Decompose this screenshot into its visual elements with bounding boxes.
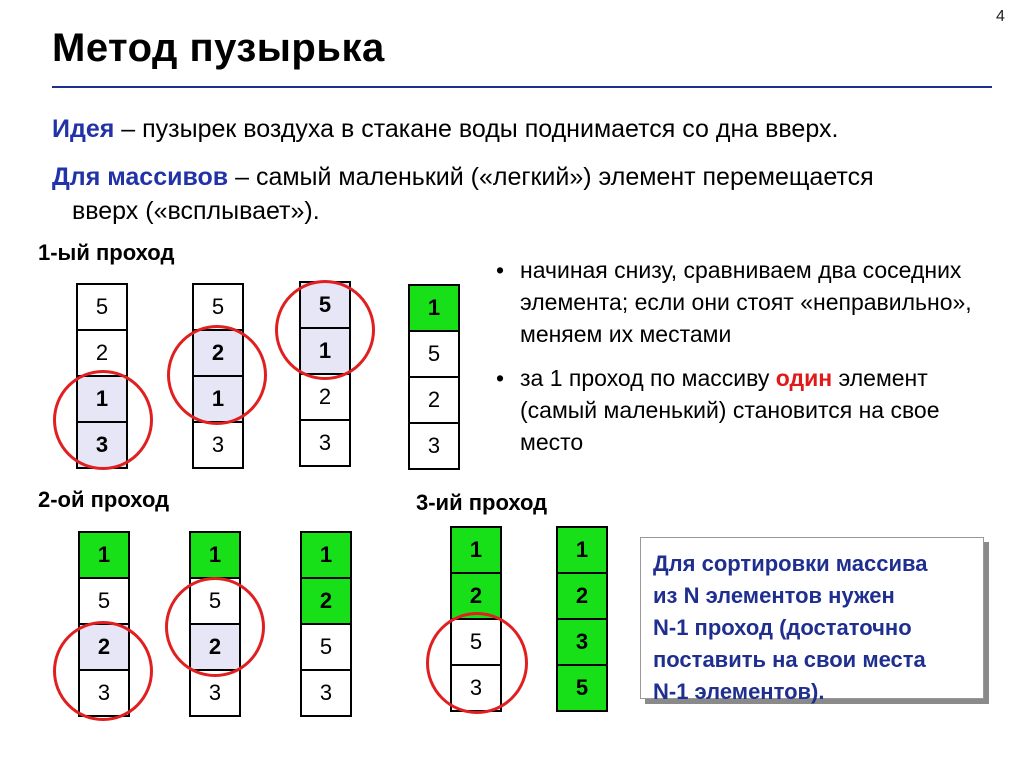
slide-number: 4 [996, 8, 1005, 25]
array-cell: 2 [452, 574, 500, 620]
pass1-label: 1-ый проход [38, 240, 175, 265]
array-cell: 5 [191, 579, 239, 625]
summary-note [640, 537, 984, 704]
array-column [556, 526, 608, 712]
comparison-circle [426, 612, 528, 714]
idea-line [52, 112, 838, 146]
arrays-text-1: – самый маленький («легкий») элемент перемещается [228, 163, 874, 191]
array-cell: 3 [191, 671, 239, 715]
explanation-bullets [496, 254, 996, 470]
array-cell: 3 [302, 671, 350, 715]
array-cell: 2 [558, 574, 606, 620]
array-cell: 1 [301, 329, 349, 375]
array-cell: 5 [301, 283, 349, 329]
comparison-circle [53, 621, 153, 721]
array-cell: 5 [452, 620, 500, 666]
array-cell: 2 [194, 331, 242, 377]
bullet-dot-icon: • [496, 257, 505, 283]
array-cell: 2 [80, 625, 128, 671]
array-cell: 5 [302, 625, 350, 671]
slide-title: Метод пузырька [52, 26, 385, 70]
array-cell: 2 [301, 375, 349, 421]
array-cell: 3 [80, 671, 128, 715]
array-cell: 5 [194, 285, 242, 331]
array-cell: 2 [191, 625, 239, 671]
array-cell: 1 [452, 528, 500, 574]
array-cell: 5 [410, 332, 458, 378]
array-cell: 1 [558, 528, 606, 574]
note-line: N-1 элементов). [653, 679, 825, 704]
arrays-line [52, 160, 1002, 194]
array-cell: 3 [558, 620, 606, 666]
array-cell: 3 [78, 423, 126, 467]
bullet-text: начиная снизу, сравниваем два соседних элемента; если они стоят «неправильно», меняем их местами [520, 257, 972, 347]
comparison-circle [167, 325, 267, 425]
array-cell: 2 [410, 378, 458, 424]
bullet-text-pre: за 1 проход по массиву [520, 365, 776, 391]
array-column [408, 284, 460, 470]
array-cell: 3 [452, 666, 500, 710]
array-cell: 3 [194, 423, 242, 467]
bullet-dot-icon: • [496, 365, 505, 391]
array-cell: 1 [78, 377, 126, 423]
array-column [300, 531, 352, 717]
array-cell: 5 [80, 579, 128, 625]
array-cell: 1 [80, 533, 128, 579]
bullet-text-post: элемент (самый маленький) становится на свое место [520, 365, 940, 455]
arrays-term: Для массивов [52, 163, 229, 191]
bullet-emphasis: один [775, 365, 833, 391]
comparison-circle [275, 280, 375, 380]
comparison-circle [165, 577, 265, 677]
arrays-line-2: вверх («всплывает»). [72, 197, 320, 225]
pass2-label: 2-ой проход [38, 487, 170, 512]
pass3-label: 3-ий проход [416, 490, 548, 515]
note-line: из N элементов нужен [653, 583, 895, 608]
array-cell: 2 [302, 579, 350, 625]
note-line: N-1 проход (достаточно [653, 615, 912, 640]
bullet-item [496, 362, 996, 458]
array-cell: 1 [410, 286, 458, 332]
array-cell: 1 [194, 377, 242, 423]
title-rule [52, 86, 992, 88]
array-cell: 2 [78, 331, 126, 377]
array-cell: 1 [191, 533, 239, 579]
idea-text: – пузырек воздуха в стакане воды поднимается со дна вверх. [114, 115, 839, 143]
bullet-item [496, 254, 996, 350]
comparison-circle [53, 370, 153, 470]
array-cell: 3 [301, 421, 349, 465]
array-cell: 5 [558, 666, 606, 710]
note-line: Для сортировки массива [653, 551, 928, 576]
note-line: поставить на свои места [653, 647, 926, 672]
array-cell: 5 [78, 285, 126, 331]
idea-term: Идея [52, 115, 115, 143]
array-cell: 1 [302, 533, 350, 579]
array-cell: 3 [410, 424, 458, 468]
